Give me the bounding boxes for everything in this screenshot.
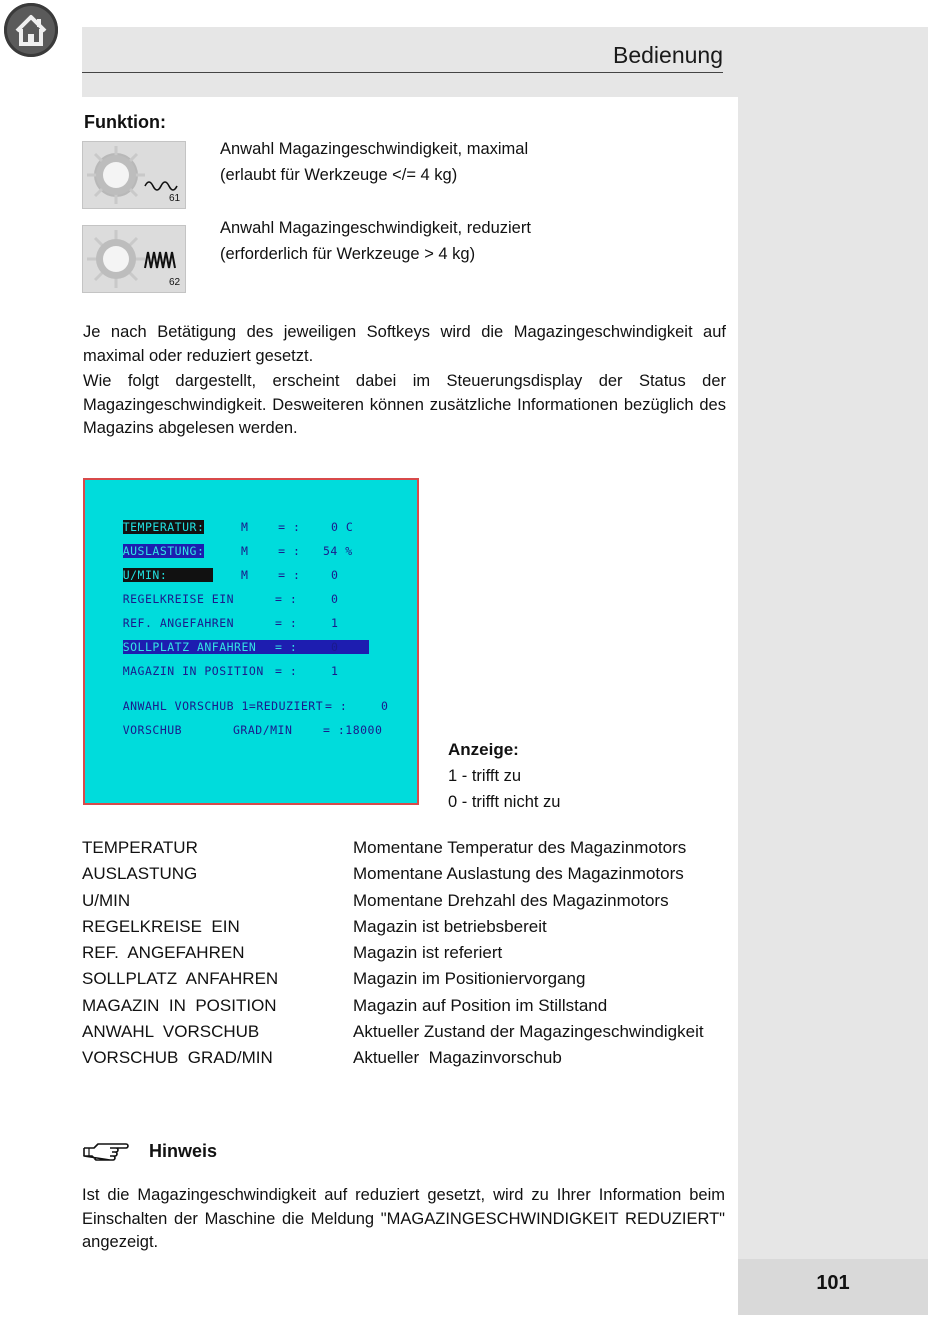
softkey-max-line2: (erlaubt für Werkzeuge </= 4 kg) [220,166,458,184]
legend-desc: Aktueller Zustand der Magazingeschwindigkeit [353,1022,704,1041]
margin-band [738,27,928,1259]
anzeige-line-2: 0 - trifft nicht zu [448,793,561,811]
legend-desc: Aktueller Magazinvorschub [353,1048,562,1067]
anzeige-line-1: 1 - trifft zu [448,767,522,785]
page-number: 101 [816,1272,850,1294]
legend-desc: Magazin ist betriebsbereit [353,917,547,936]
display-row-magazin: MAGAZIN IN POSITION = : 1 [122,664,339,678]
legend-term: REGELKREISE EIN [82,917,240,936]
display-label: AUSLASTUNG: [122,544,205,558]
legend-term: MAGAZIN IN POSITION [82,996,277,1015]
header-divider [82,72,723,73]
legend-term: REF. ANGEFAHREN [82,943,245,962]
hinweis-text: Ist die Magazingeschwindigkeit auf reduziert gesetzt, wird zu Ihrer Information beim Einschalten der Maschine die Meldung "MAGAZINGESCHWINDIGKEIT REDUZIERT" angezeigt. [82,1186,725,1251]
home-icon [4,3,58,57]
hinweis-heading: Hinweis [149,1141,218,1161]
home-button[interactable] [4,3,58,57]
control-display [83,478,419,805]
display-label: MAGAZIN IN POSITION [122,664,264,678]
legend-term: U/MIN [82,891,131,910]
display-row-regelkreise: REGELKREISE EIN = : 0 [122,592,339,606]
legend-term: TEMPERATUR [82,838,198,857]
legend-term: AUSLASTUNG [82,864,198,883]
display-row-sollplatz: SOLLPLATZ ANFAHREN = : 0 [93,626,369,668]
softkey-speed-max[interactable] [82,141,186,209]
legend-desc: Magazin ist referiert [353,943,503,962]
funktion-heading: Funktion: [84,112,166,132]
softkey-number: 62 [169,277,181,288]
display-row-anwahl: ANWAHL VORSCHUB 1=REDUZIERT = : 0 [122,699,389,713]
intro-paragraph-1: Je nach Betätigung des jeweiligen Softkeys wird die Magazingeschwindigkeit auf maximal oder reduziert gesetzt. [83,323,726,365]
anzeige-heading: Anzeige: [448,740,519,759]
legend-desc: Magazin auf Position im Stillstand [353,996,608,1015]
legend-term: ANWAHL VORSCHUB [82,1022,260,1041]
legend-desc: Magazin im Positioniervorgang [353,969,586,988]
display-label: U/MIN: [123,568,213,582]
legend-desc: Momentane Auslastung des Magazinmotors [353,864,684,883]
display-row-auslastung: AUSLASTUNG: M = : 54 % [122,544,353,558]
display-label: VORSCHUB [122,723,183,737]
legend-term: VORSCHUB GRAD/MIN [82,1048,273,1067]
display-label: REGELKREISE EIN [122,592,235,606]
pointing-hand-icon [82,1138,130,1171]
softkey-speed-reduced[interactable] [82,225,186,293]
softkey-reduced-line1: Anwahl Magazingeschwindigkeit, reduziert [220,219,531,237]
display-label: REF. ANGEFAHREN [122,616,235,630]
legend-desc: Momentane Temperatur des Magazinmotors [353,838,687,857]
legend-term: SOLLPLATZ ANFAHREN [82,969,279,988]
softkey-max-line1: Anwahl Magazingeschwindigkeit, maximal [220,140,529,158]
softkey-number: 61 [169,193,181,204]
softkey-reduced-line2: (erforderlich für Werkzeuge > 4 kg) [220,245,476,263]
legend-desc: Momentane Drehzahl des Magazinmotors [353,891,669,910]
display-row-ref: REF. ANGEFAHREN = : 1 [122,616,339,630]
display-row-vorschub: VORSCHUB GRAD/MIN = :18000 [122,723,383,737]
display-label: TEMPERATUR: [122,520,205,534]
intro-paragraph-2: Wie folgt dargestellt, erscheint dabei im Steuerungsdisplay der Status der Magazingeschwindigkeit. Desweiteren können zusätzliche Informationen bezüglich des Magazins abgelesen werden. [83,372,726,437]
display-label: ANWAHL VORSCHUB 1=REDUZIERT [122,699,324,713]
display-row-temperatur: TEMPERATUR: M = : 0 C [122,520,354,534]
page-title: Bedienung [613,42,723,68]
display-label: SOLLPLATZ ANFAHREN [123,640,369,654]
display-row-umin: U/MIN: M = : 0 [122,568,339,582]
